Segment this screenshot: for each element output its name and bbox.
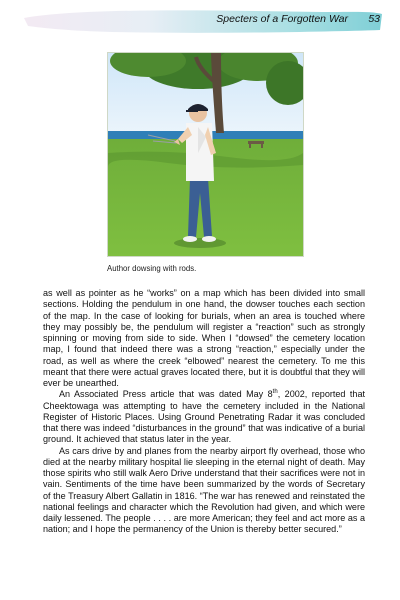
page-number: 53 — [368, 13, 380, 25]
paragraph-2-rest: , 2002, reported that Cheektowaga was attempting to have the cemetery included in the National Register of Historic Places. Using Ground Penetrating Radar it was concluded that there was indeed “disturbances in the ground” that was indicative of a burial ground. It achieved that status later in the year. — [43, 389, 365, 445]
photo-caption: Author dowsing with rods. — [107, 264, 197, 273]
paragraph-1: as well as pointer as he “works” on a map which has been divided into small sections. Holding the pendulum in one hand, the dowser touches each section of the map. In the case of looking for burials, when an area is touched where they may possibly be, the pendulum will register a “reaction” such as strongly spinning or moving from side to side. When I “dowsed” the cemetery location map, I found that indeed there was a strong “reaction,” especially under the road, as well as where the creek “elbowed” nearest the cemetery. To me this meant that there were actual graves located there, but it is doubtful that they will ever be unearthed. — [43, 288, 365, 388]
author-dowsing-photo — [107, 52, 304, 257]
running-title: Specters of a Forgotten War — [216, 13, 348, 25]
ordinal-suffix: th — [272, 389, 278, 396]
photo-illustration — [108, 53, 303, 256]
paragraph-2 — [43, 389, 365, 445]
body-text — [43, 288, 365, 536]
paragraph-2-start: An Associated Press article that was dated May 8 — [59, 389, 273, 400]
paragraph-3: As cars drive by and planes from the nearby airport fly overhead, those who died at the nearby military hospital lie sleeping in the eternal night of death. May those spirits who still walk Aero Drive understand that their sacrifices were not in vain. Sentiments of the time have been summarized by the words of Secretary of the Treasury Albert Gallatin in 1816. “The war has renewed and reinstated the national feelings and character which the Revolution had given, and which were daily lessened. The people . . . . are more American; they feel and act more as a nation; and I hope the permanency of the Union is thereby better secured.” — [43, 445, 365, 535]
